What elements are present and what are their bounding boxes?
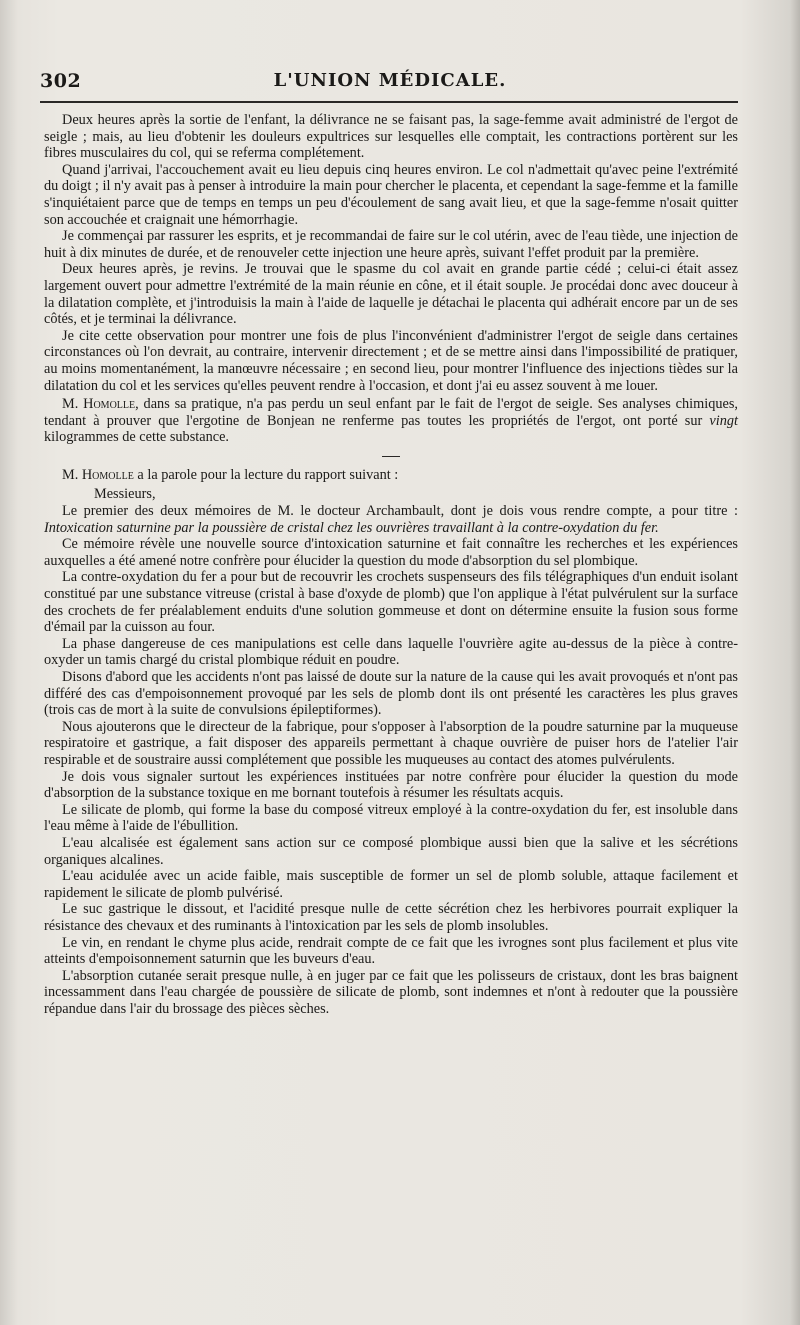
journal-title: L'UNION MÉDICALE.: [273, 70, 507, 91]
article-body: [44, 112, 738, 1017]
paragraph-text: Le premier des deux mémoires de M. le docteur Archambault, dont je dois vous rendre compte, a pour titre :: [62, 503, 738, 520]
header-rule: [40, 101, 738, 103]
salutation: Messieurs,: [94, 486, 156, 503]
paragraph: L'eau acidulée avec un acide faible, mais susceptible de former un sel de plomb soluble, attaque facilement et rapidement le silicate de plomb pulvérisé.: [44, 868, 738, 901]
paragraph: Deux heures après la sortie de l'enfant, la délivrance ne se faisant pas, la sage-femme avait administré de l'ergot de seigle ; mais, au lieu d'obtenir les douleurs expultrices sur lesquelles elle comptait, les contractions portèrent sur les fibres musculaires du col, qui se referma complétement.: [44, 112, 738, 162]
paragraph: Le vin, en rendant le chyme plus acide, rendrait compte de ce fait que les ivrognes sont plus facilement et plus vite atteints d'empoisonnement saturnin que les buveurs d'eau.: [44, 934, 738, 968]
speaker-name: M. Homolle,: [62, 396, 139, 413]
paragraph: La contre-oxydation du fer a pour but de recouvrir les crochets suspenseurs des fils télégraphiques d'un enduit isolant constitué par une substance vitreuse (cristal à base d'oxyde de plomb) que l'on applique à l'état pulvérulent sur la surface des crochets de fer préalablement enduits d'une solution gommeuse et dont on détermine ensuite la fusion sous forme d'émail par la cuisson au four.: [44, 569, 738, 636]
paragraph-text: dans sa pratique, n'a pas perdu un seul enfant par le fait de l'ergot de seigle. Ses analyses chimiques, tendant à prouver que l'ergotine de Bonjean ne renferme pas toutes les propriétés de l'ergot, ont porté sur: [44, 396, 738, 429]
paragraph: L'eau alcalisée est également sans action sur ce composé plombique aussi bien que la salive et les sécrétions organiques alcalines.: [44, 834, 738, 868]
paragraph: Je cite cette observation pour montrer une fois de plus l'inconvénient d'administrer l'ergot de seigle dans certaines circonstances où l'on devrait, au contraire, intervenir directement ; et de se mettre ainsi dans l'impossibilité de pratiquer, au moins momentanément, la manœuvre nécessaire ; en second lieu, pour montrer l'influence des injections tièdes sur la dilatation du col et les services qu'elles peuvent rendre à l'occasion, et dont j'ai eu assez souvent à me louer.: [44, 327, 738, 394]
paragraph: [44, 467, 738, 484]
paragraph: Nous ajouterons que le directeur de la fabrique, pour s'opposer à l'absorption de la poudre saturnine par la muqueuse respiratoire et gastrique, a fait disposer des appareils permettant à chaque ouvrière de puiser hors de l'atelier l'air respirable et de soustraire aussi complétement que possible les muqueuses au contact des atomes pulvérulents.: [44, 718, 738, 768]
paragraph: [44, 396, 738, 446]
memoir-title: Intoxication saturnine par la poussière de cristal chez les ouvrières travaillant à la contre-oxydation du fer.: [44, 519, 659, 536]
emphasis: vingt: [709, 412, 738, 429]
paragraph: Deux heures après, je revins. Je trouvai que le spasme du col avait en grande partie cédé ; celui-ci était assez largement ouvert pour admettre l'extrémité de la main réunie en cône, et il était souple. Je procédai donc avec douceur à la dilatation complète, et j'introduisis la main à l'aide de laquelle je détachai le placenta qui adhérait encore par un de ses côtés, et je terminai la délivrance.: [44, 261, 738, 328]
paragraph: La phase dangereuse de ces manipulations est celle dans laquelle l'ouvrière agite au-dessus de la pièce à contre-oxyder un tamis chargé du cristal plombique réduit en poudre.: [44, 635, 738, 669]
paragraph-text: kilogrammes de cette substance.: [44, 429, 230, 446]
section-separator: [382, 456, 400, 457]
paragraph: [44, 503, 738, 536]
paragraph: Ce mémoire révèle une nouvelle source d'intoxication saturnine et fait connaître les recherches et les expériences auxquelles a été amené notre confrère pour élucider la question du mode d'absorption du sel plombique.: [44, 536, 738, 569]
page-number: 302: [40, 70, 82, 92]
speaker-name: M. Homolle: [62, 466, 134, 483]
running-header: [40, 70, 740, 100]
paragraph: Le suc gastrique le dissout, et l'acidité presque nulle de cette sécrétion chez les herbivores pourrait expliquer la résistance des chevaux et des ruminants à l'intoxication par les sels de plomb insolubles.: [44, 901, 738, 934]
paragraph: Quand j'arrivai, l'accouchement avait eu lieu depuis cinq heures environ. Le col n'admettait qu'avec peine l'extrémité du doigt ; il n'y avait pas à penser à introduire la main pour chercher le placenta, et cependant la sage-femme et la famille s'inquiétaient parce que de temps en temps un peu d'écoulement de sang avait lieu, et que la sage-femme n'osait quitter son accouchée et craignait une hémorrhagie.: [44, 161, 738, 228]
paragraph: L'absorption cutanée serait presque nulle, à en juger par ce fait que les polisseurs de cristaux, dont les bras baignent incessamment dans l'eau chargée de poussière de silicate de plomb, sont indemnes et n'ont à redouter que la poussière répandue dans l'air du brossage des pièces sèches.: [44, 967, 738, 1017]
paragraph-text: a la parole pour la lecture du rapport suivant :: [133, 466, 399, 483]
paragraph: Disons d'abord que les accidents n'ont pas laissé de doute sur la nature de la cause qui les avait provoqués et n'ont pas différé des cas d'empoisonnement provoqué par les sels de plomb dont ils ont présenté les caractères les plus graves (trois cas de mort à la suite de convulsions épileptiformes).: [44, 669, 738, 719]
paragraph: Je commençai par rassurer les esprits, et je recommandai de faire sur le col utérin, avec de l'eau tiède, une injection de huit à dix minutes de durée, et de renouveler cette injection une heure après, suivant l'effet produit par la première.: [44, 228, 738, 261]
paragraph: Le silicate de plomb, qui forme la base du composé vitreux employé à la contre-oxydation du fer, est insoluble dans l'eau même à l'aide de l'ébullition.: [44, 801, 738, 835]
paragraph: Je dois vous signaler surtout les expériences instituées par notre confrère pour élucider la question du mode d'absorption de la substance toxique en me bornant toutefois à résumer les résultats acquis.: [44, 768, 738, 802]
